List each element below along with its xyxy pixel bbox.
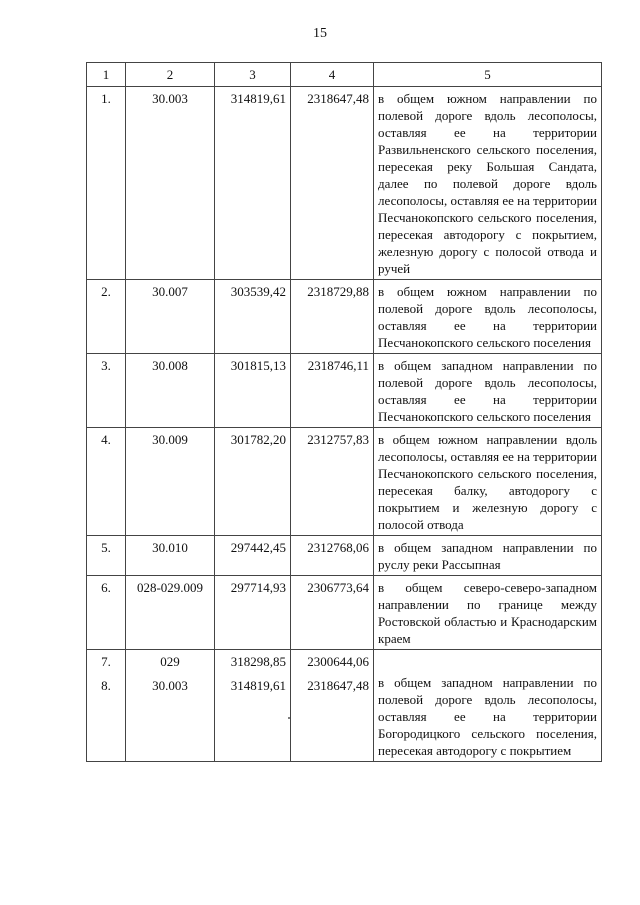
table-row xyxy=(87,536,602,576)
row-number: 1. xyxy=(87,87,126,280)
coordinate-y: 2318729,88 xyxy=(291,280,374,354)
row-number: 3. xyxy=(87,354,126,428)
coordinate-x: 301782,20 xyxy=(215,428,291,536)
coordinate-x: 297442,45 xyxy=(215,536,291,576)
boundary-description: в общем южном направлении по полевой дороге вдоль лесополосы, оставляя ее на территории Песчанокопского сельского поселения xyxy=(374,280,602,354)
table-row xyxy=(87,87,602,280)
scan-speck xyxy=(288,717,290,719)
coordinate-y: 2300644,06 xyxy=(307,654,369,669)
coordinate-x: 297714,93 xyxy=(215,576,291,650)
table-row xyxy=(87,280,602,354)
table-row-merged xyxy=(87,650,602,762)
table-row xyxy=(87,576,602,650)
table-row xyxy=(87,428,602,536)
coordinate-x: 301815,13 xyxy=(215,354,291,428)
boundary-description: в общем южном направлении по полевой дороге вдоль лесополосы, оставляя ее на территории Развильненского сельского поселения, пересекая реку Большая Сандата, далее по полевой дороге вдоль лесополосы, оставляя ее на территории Песчанокопского сельского поселения, пересекая автодорогу с покрытием, железную дорогу с полосой отвода и ручей xyxy=(374,87,602,280)
coordinate-y-cell xyxy=(291,650,374,762)
boundary-description-table xyxy=(86,62,602,762)
coordinate-x-cell xyxy=(215,650,291,762)
coordinate-y: 2318746,11 xyxy=(291,354,374,428)
point-code-cell xyxy=(126,650,215,762)
point-code: 30.010 xyxy=(126,536,215,576)
row-number: 8. xyxy=(101,678,111,693)
coordinate-y: 2306773,64 xyxy=(291,576,374,650)
row-number: 6. xyxy=(87,576,126,650)
row-number: 4. xyxy=(87,428,126,536)
point-code: 30.007 xyxy=(126,280,215,354)
coordinate-x: 318298,85 xyxy=(230,654,286,669)
boundary-description: в общем западном направлении по руслу реки Рассыпная xyxy=(374,536,602,576)
row-number: 7. xyxy=(101,654,111,669)
coordinate-y: 2318647,48 xyxy=(291,87,374,280)
point-code: 30.003 xyxy=(126,87,215,280)
header-cell-1: 1 xyxy=(87,63,126,87)
point-code: 30.003 xyxy=(152,678,188,693)
coordinate-y: 2312757,83 xyxy=(291,428,374,536)
row-number: 2. xyxy=(87,280,126,354)
boundary-description: в общем западном направлении по полевой дороге вдоль лесополосы, оставляя ее на территории Богородицкого сельского поселения, пересекая автодорогу с покрытием xyxy=(374,650,602,762)
row-number: 5. xyxy=(87,536,126,576)
boundary-description: в общем северо-северо-западном направлении по границе между Ростовской областью и Краснодарским краем xyxy=(374,576,602,650)
header-cell-3: 3 xyxy=(215,63,291,87)
point-code: 30.008 xyxy=(126,354,215,428)
coordinate-x: 314819,61 xyxy=(230,678,286,693)
boundary-description: в общем западном направлении по полевой дороге вдоль лесополосы, оставляя ее на территории Песчанокопского сельского поселения xyxy=(374,354,602,428)
point-code: 028-029.009 xyxy=(126,576,215,650)
page-number: 15 xyxy=(313,26,327,41)
point-code: 029 xyxy=(160,654,180,669)
header-cell-4: 4 xyxy=(291,63,374,87)
point-code: 30.009 xyxy=(126,428,215,536)
header-cell-2: 2 xyxy=(126,63,215,87)
row-number-cell xyxy=(87,650,126,762)
coordinate-y: 2318647,48 xyxy=(307,678,369,693)
table-row xyxy=(87,354,602,428)
coordinate-x: 314819,61 xyxy=(215,87,291,280)
boundary-description: в общем южном направлении вдоль лесополосы, оставляя ее на территории Песчанокопского сельского поселения, пересекая балку, автодорогу с покрытием и железную дорогу с полосой отвода xyxy=(374,428,602,536)
header-cell-5: 5 xyxy=(374,63,602,87)
coordinate-x: 303539,42 xyxy=(215,280,291,354)
coordinate-y: 2312768,06 xyxy=(291,536,374,576)
table-header-row xyxy=(87,63,602,87)
